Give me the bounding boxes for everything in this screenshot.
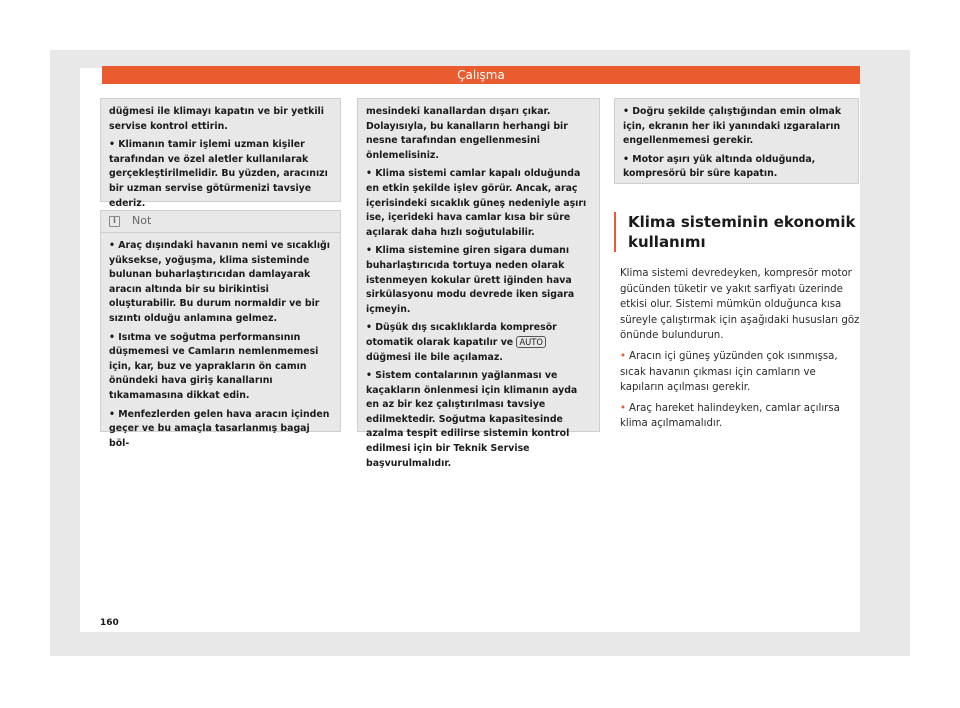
note-header <box>101 211 340 233</box>
note-cont-text-4 <box>366 321 591 365</box>
warning-text-2: • Klimanın tamir işlemi uzman kişiler tarafından ve özel aletler kullanılarak gerçekleştirilmelidir. Bu yüzden, aracınızı bir uzman servise götürmenizi tavsiye ederiz. <box>109 139 328 209</box>
section-bullet-2-text: Araç hareket halindeyken, camlar açılırsa klima açılmamalıdır. <box>620 402 840 430</box>
note-title: Not <box>132 214 152 228</box>
auto-key-label: AUTO <box>516 336 546 348</box>
chapter-header: Çalışma <box>102 66 860 84</box>
note-box <box>100 210 341 449</box>
note-cont-text-3: • Klima sistemine giren sigara dumanı buharlaştırıcıda tortuya neden olarak istenmeyen kokular ürett iğinden hava sirkülasyonu modu devrede iken sigara içmeyin. <box>366 245 575 315</box>
section-body <box>620 266 860 437</box>
note-end-text-1: • Doğru şekilde çalıştığından emin olmak için, ekranın her iki yanındaki ızgaraların engellenmemesi gerekir. <box>623 106 842 147</box>
note-box-continued <box>357 98 600 469</box>
page-number: 160 <box>100 618 119 628</box>
warning-text-1: düğmesi ile klimayı kapatın ve bir yetkili servise kontrol ettirin. <box>109 106 324 132</box>
section-title: Klima sisteminin ekonomik kullanımı <box>614 212 864 252</box>
note-cont-text-1: mesindeki kanallardan dışarı çıkar. Dolayısıyla, bu kanalların herhangi bir nesne tarafından engellenmesini önlemelisiniz. <box>366 106 568 161</box>
note-end-text-2: • Motor aşırı yük altında olduğunda, kompresörü bir süre kapatın. <box>623 153 816 180</box>
bullet-icon: • <box>620 402 627 414</box>
note-item-3: • Menfezlerden gelen hava aracın içinden geçer ve bu amaçla tasarlanmış bagaj böl- <box>109 408 330 449</box>
note-box-end <box>614 98 859 184</box>
note-cont-text-4-pre: • Düşük dış sıcaklıklarda kompresör otomatik olarak kapatılır ve <box>366 322 557 348</box>
section-bullet-1-text: Aracın içi güneş yüzünden çok ısınmışsa, sıcak havanın çıkması için camların ve kapıların açılması gerekir. <box>620 350 838 394</box>
note-item-1: • Araç dışındaki havanın nemi ve sıcaklığı yüksekse, yoğuşma, klima sisteminde bulunan buharlaştırıcıdan damlayarak aracın altında bir su birikintisi oluşturabilir. Bu durum normaldir ve bir sızıntı olduğu anlamına gelmez. <box>109 240 330 324</box>
note-item-2: • Isıtma ve soğutma performansının düşmemesi ve Camların nemlenmemesi için, kar, buz ve yaprakların ön camın önündeki hava giriş kanallarını tıkamamasına dikkat edin. <box>109 331 319 401</box>
note-cont-text-4-post: düğmesi ile bile açılamaz. <box>366 351 503 363</box>
bullet-icon: • <box>620 350 627 362</box>
section-bullet-2 <box>620 401 860 432</box>
section-intro: Klima sistemi devredeyken, kompresör motor gücünden tüketir ve yakıt sarfiyatı üzerinde etkisi olur. Sistemi mümkün olduğunca kısa süreyle çalıştırmak için aşağıdaki hususları göz önünde bulundurun. <box>620 268 860 342</box>
note-cont-text-2: • Klima sistemi camlar kapalı olduğunda en etkin şekilde işlev görür. Ancak, araç içerisindeki sıcaklık güneş nedeniyle aşırı ise, içerideki hava camlar kısa bir süre açılarak daha hızlı soğutulabilir. <box>366 168 587 238</box>
warning-box-continued <box>100 98 341 209</box>
section-bullet-1 <box>620 349 860 396</box>
note-cont-text-5: • Sistem contalarının yağlanması ve kaçakların önlenmesi için klimanın ayda en az bir kez çalıştırılması tavsiye edilmektedir. Soğutma kapasitesinde azalma tespit edilirse sistemin kontrol edilmesi için bir Teknik Servise başvurulmalıdır. <box>366 370 578 469</box>
info-icon: i <box>109 216 120 227</box>
